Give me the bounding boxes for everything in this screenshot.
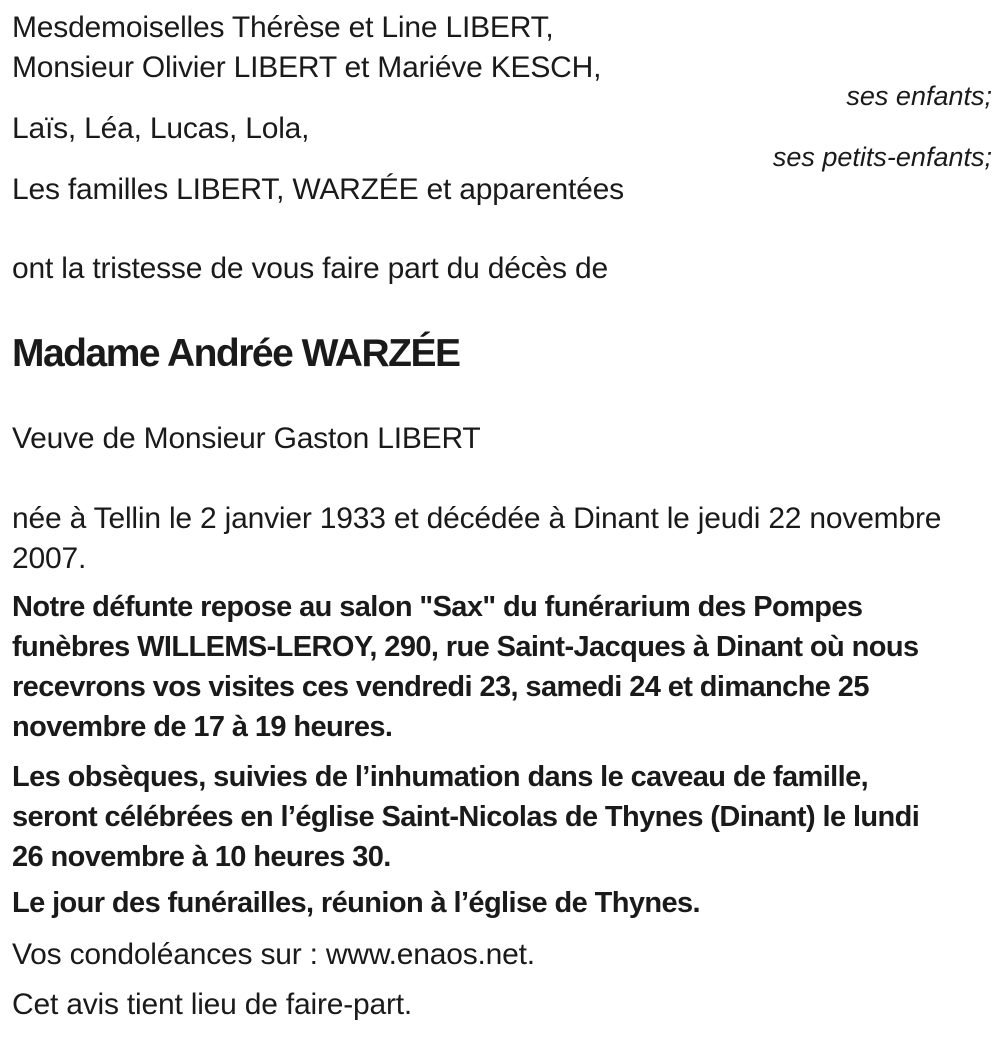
funeral-paragraph: Les obsèques, suivies de l’inhumation dans le caveau de famille, seront célébrées en l’église Saint-Nicolas de Thynes (Dinant) le lundi 26 novembre à 10 heures 30. xyxy=(12,761,920,873)
notice-footer-line: Cet avis tient lieu de faire-part. xyxy=(12,988,413,1021)
family-section xyxy=(12,8,992,210)
widow-line: Veuve de Monsieur Gaston LIBERT xyxy=(12,422,481,455)
family-line-children: Mesdemoiselles Thérèse et Line LIBERT, Monsieur Olivier LIBERT et Mariéve KESCH, xyxy=(12,11,602,84)
relation-line-children: ses enfants; xyxy=(846,81,992,111)
birth-death-line: née à Tellin le 2 janvier 1933 et décédée à Dinant le jeudi 22 novembre 2007. xyxy=(12,502,942,575)
announcement-line: ont la tristesse de vous faire part du décès de xyxy=(12,252,608,285)
family-line-grandchildren: Laïs, Léa, Lucas, Lola, xyxy=(12,112,310,145)
gathering-line: Le jour des funérailles, réunion à l’église de Thynes. xyxy=(12,887,700,919)
condolences-line: Vos condoléances sur : www.enaos.net. xyxy=(12,938,535,971)
visitation-paragraph: Notre défunte repose au salon "Sax" du funérarium des Pompes funèbres WILLEMS-LEROY, 290, rue Saint-Jacques à Dinant où nous recevrons vos visites ces vendredi 23, samedi 24 et dimanche 25 novembre de 17 à 19 heures. xyxy=(12,591,919,743)
relation-line-grandchildren: ses petits-enfants; xyxy=(772,142,992,172)
deceased-name: Madame Andrée WARZÉE xyxy=(12,332,460,375)
family-line-extended-families: Les familles LIBERT, WARZÉE et apparentées xyxy=(12,173,624,206)
